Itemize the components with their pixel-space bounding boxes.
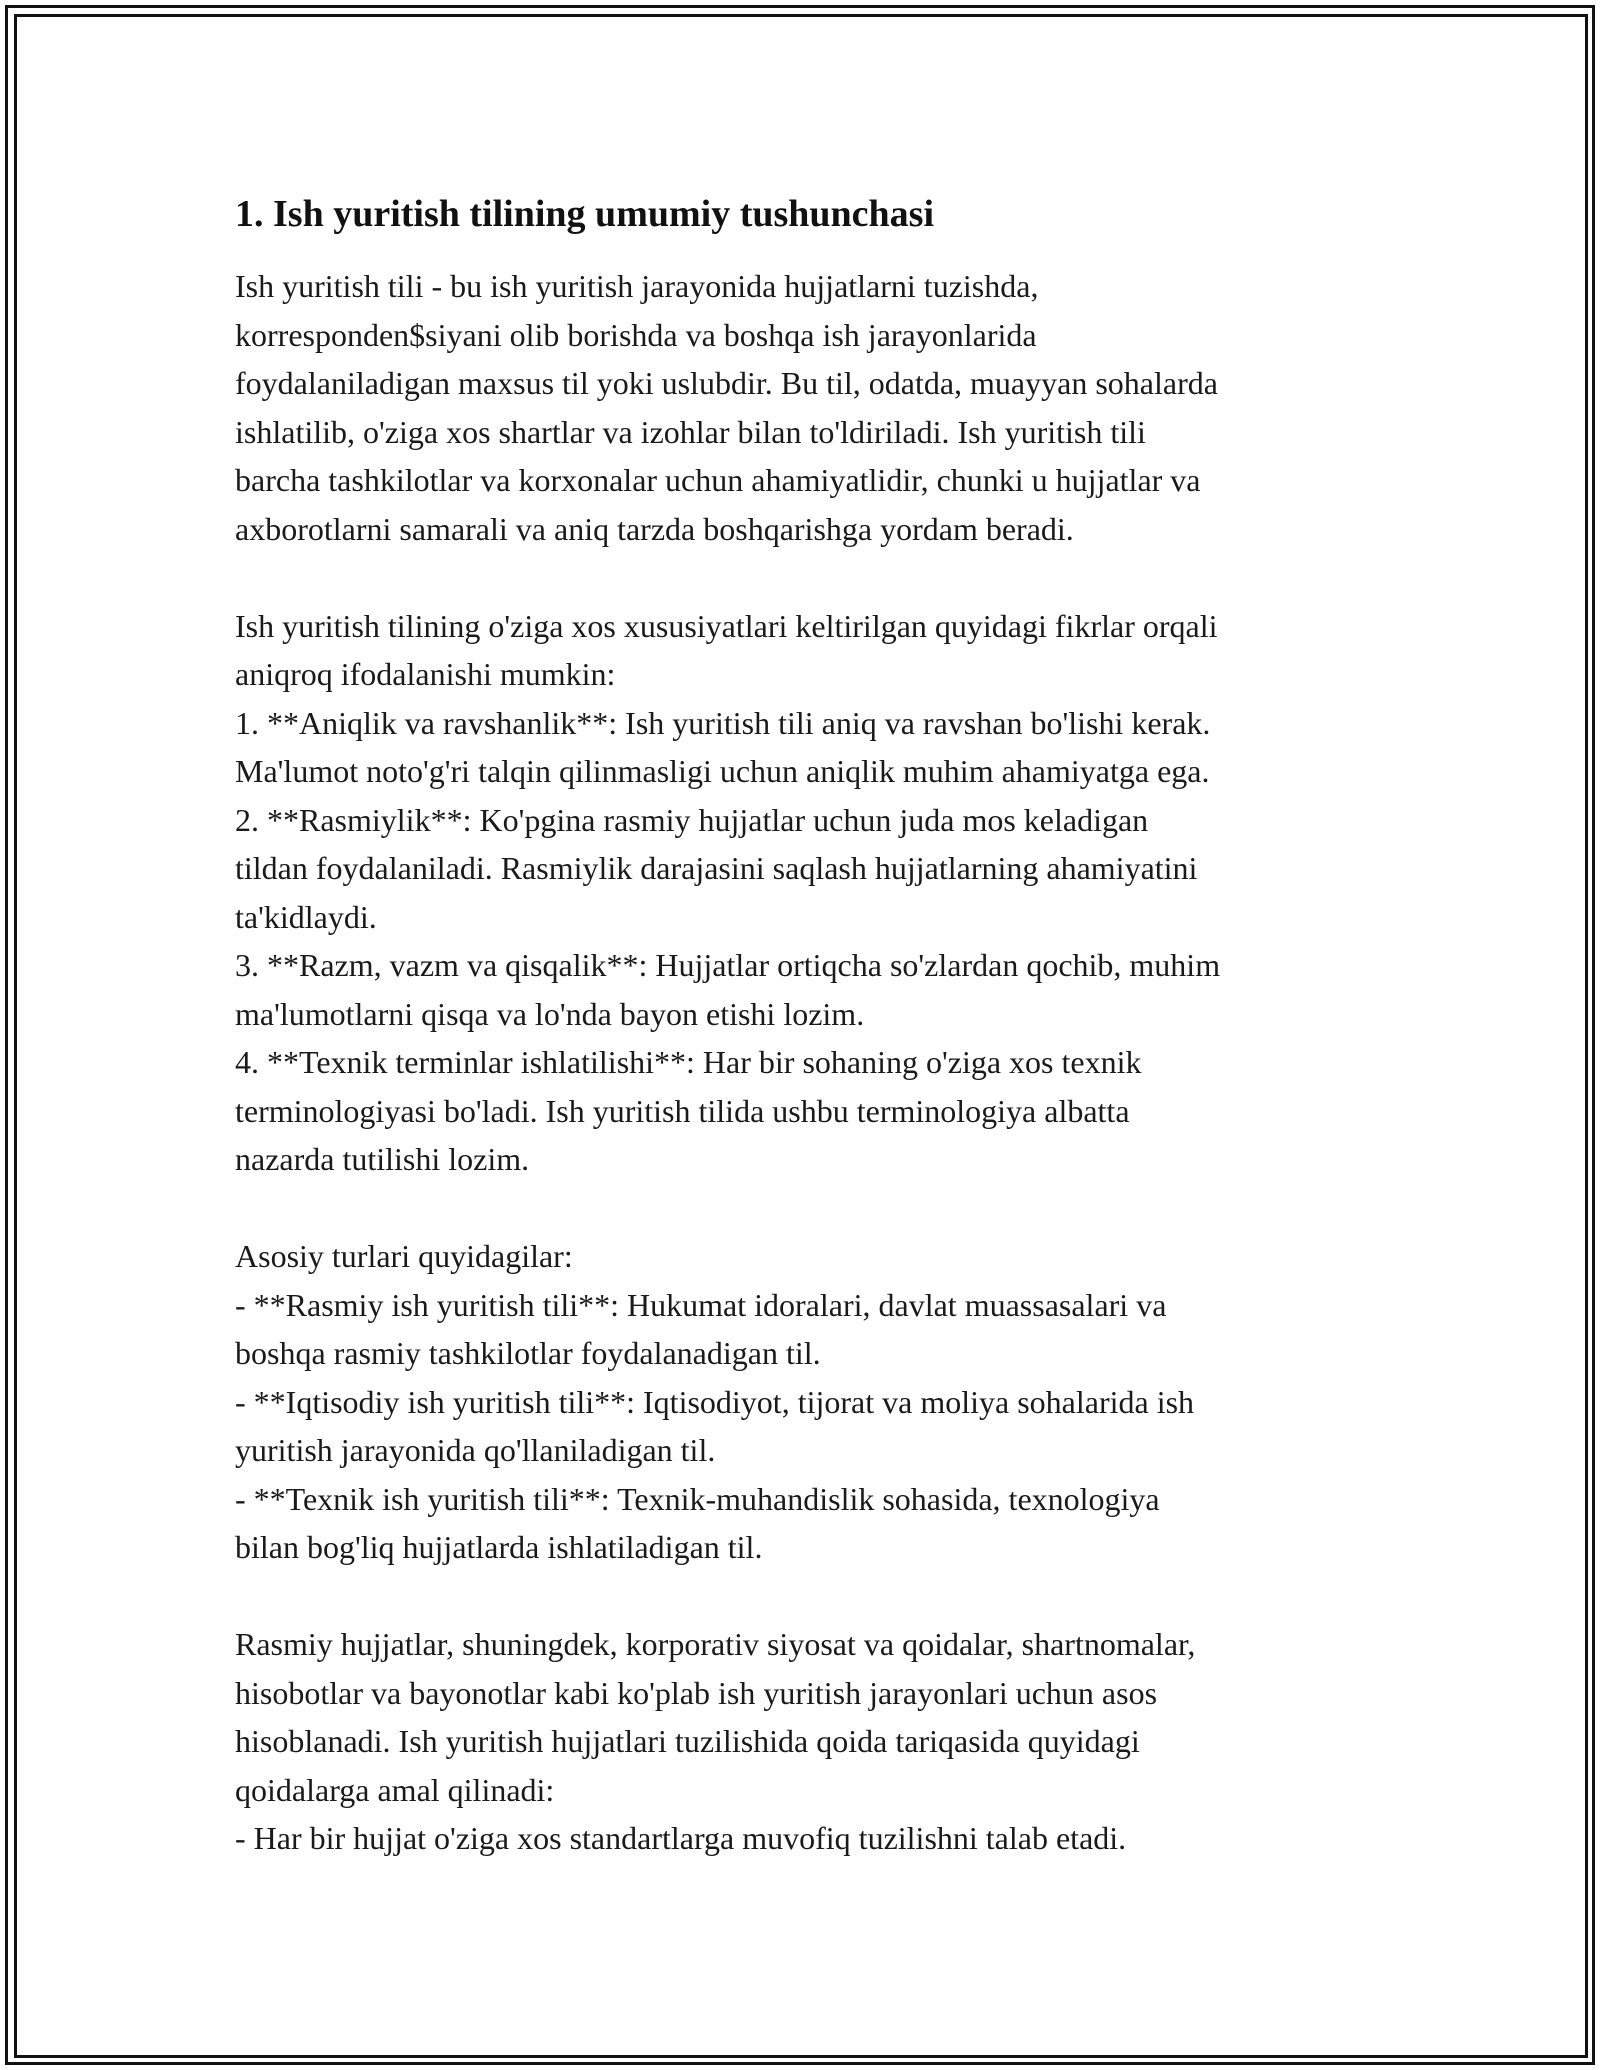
text-line: Asosiy turlari quyidagilar: [235, 1238, 573, 1274]
text-line: ta'kidlaydi. [235, 898, 377, 935]
text-line: terminologiyasi bo'ladi. Ish yuritish tilida ushbu terminologiya albatta [235, 1092, 1130, 1129]
text-line: ishlatilib, o'ziga xos shartlar va izohlar bilan to'ldiriladi. Ish yuritish tili [235, 413, 1146, 450]
list-item: - **Texnik ish yuritish tili**: Texnik-muhandislik sohasida, texnologiya [235, 1480, 1160, 1517]
text-line: hisobotlar va bayonotlar kabi ko'plab ish yuritish jarayonlari uchun asos [235, 1674, 1158, 1711]
text-line: qoidalarga amal qilinadi: [235, 1771, 555, 1808]
list-item: 3. **Razm, vazm va qisqalik**: Hujjatlar ortiqcha so'zlardan qochib, muhim [235, 947, 1221, 983]
text-line: tildan foydalaniladi. Rasmiylik darajasini saqlash hujjatlarning ahamiyatini [235, 850, 1198, 886]
text-line: Ma'lumot noto'g'ri talqin qilinmasligi uchun aniqlik muhim ahamiyatga ega. [235, 753, 1210, 789]
text-line: barcha tashkilotlar va korxonalar uchun ahamiyatlidir, chunki u hujjatlar va [235, 462, 1201, 498]
text-line: boshqa rasmiy tashkilotlar foydalanadigan til. [235, 1335, 821, 1371]
text-line: Ish yuritish tilining o'ziga xos xususiyatlari keltirilgan quyidagi fikrlar orqali [235, 607, 1218, 644]
text-line: nazarda tutilishi lozim. [235, 1141, 530, 1177]
text-line: hisoblanadi. Ish yuritish hujjatlari tuzilishida qoida tariqasida quyidagi [235, 1723, 1140, 1759]
list-item: - **Iqtisodiy ish yuritish tili**: Iqtisodiyot, tijorat va moliya sohalarida ish [235, 1383, 1195, 1420]
text-line: bilan bog'liq hujjatlarda ishlatiladigan til. [235, 1529, 763, 1565]
text-line: aniqroq ifodalanishi mumkin: [235, 656, 616, 692]
paragraph-types [235, 1232, 1375, 1572]
text-line: yuritish jarayonida qo'llaniladigan til. [235, 1432, 716, 1468]
list-item: 1. **Aniqlik va ravshanlik**: Ish yuritish tili aniq va ravshan bo'lishi kerak. [235, 704, 1211, 741]
text-line: ma'lumotlarni qisqa va lo'nda bayon etishi lozim. [235, 995, 865, 1032]
list-item: 2. **Rasmiylik**: Ko'pgina rasmiy hujjatlar uchun juda mos keladigan [235, 801, 1149, 838]
paragraph-features [235, 602, 1375, 1184]
text-line: axborotlarni samarali va aniq tarzda boshqarishga yordam beradi. [235, 510, 1074, 547]
text-line: foydalaniladigan maxsus til yoki uslubdir. Bu til, odatda, muayyan sohalarda [235, 365, 1218, 401]
text-line: Ish yuritish tili - bu ish yuritish jarayonida hujjatlarni tuzishda, [235, 268, 1039, 304]
document-title: 1. Ish yuritish tilining umumiy tushunchasi [235, 193, 935, 235]
text-line: Rasmiy hujjatlar, shuningdek, korporativ siyosat va qoidalar, shartnomalar, [235, 1626, 1196, 1662]
paragraph-documents [235, 1620, 1375, 1863]
paragraph-gap [235, 1572, 1375, 1621]
paragraph-definition [235, 262, 1375, 553]
document-page [235, 186, 1375, 1863]
list-item: - **Rasmiy ish yuritish tili**: Hukumat idoralari, davlat muassasalari va [235, 1286, 1167, 1323]
text-line: korresponden$siyani olib borishda va boshqa ish jarayonlarida [235, 316, 1037, 353]
paragraph-gap [235, 553, 1375, 602]
paragraph-gap [235, 1184, 1375, 1233]
list-item: - Har bir hujjat o'ziga xos standartlarga muvofiq tuzilishni talab etadi. [235, 1820, 1127, 1856]
list-item: 4. **Texnik terminlar ishlatilishi**: Har bir sohaning o'ziga xos texnik [235, 1044, 1142, 1080]
